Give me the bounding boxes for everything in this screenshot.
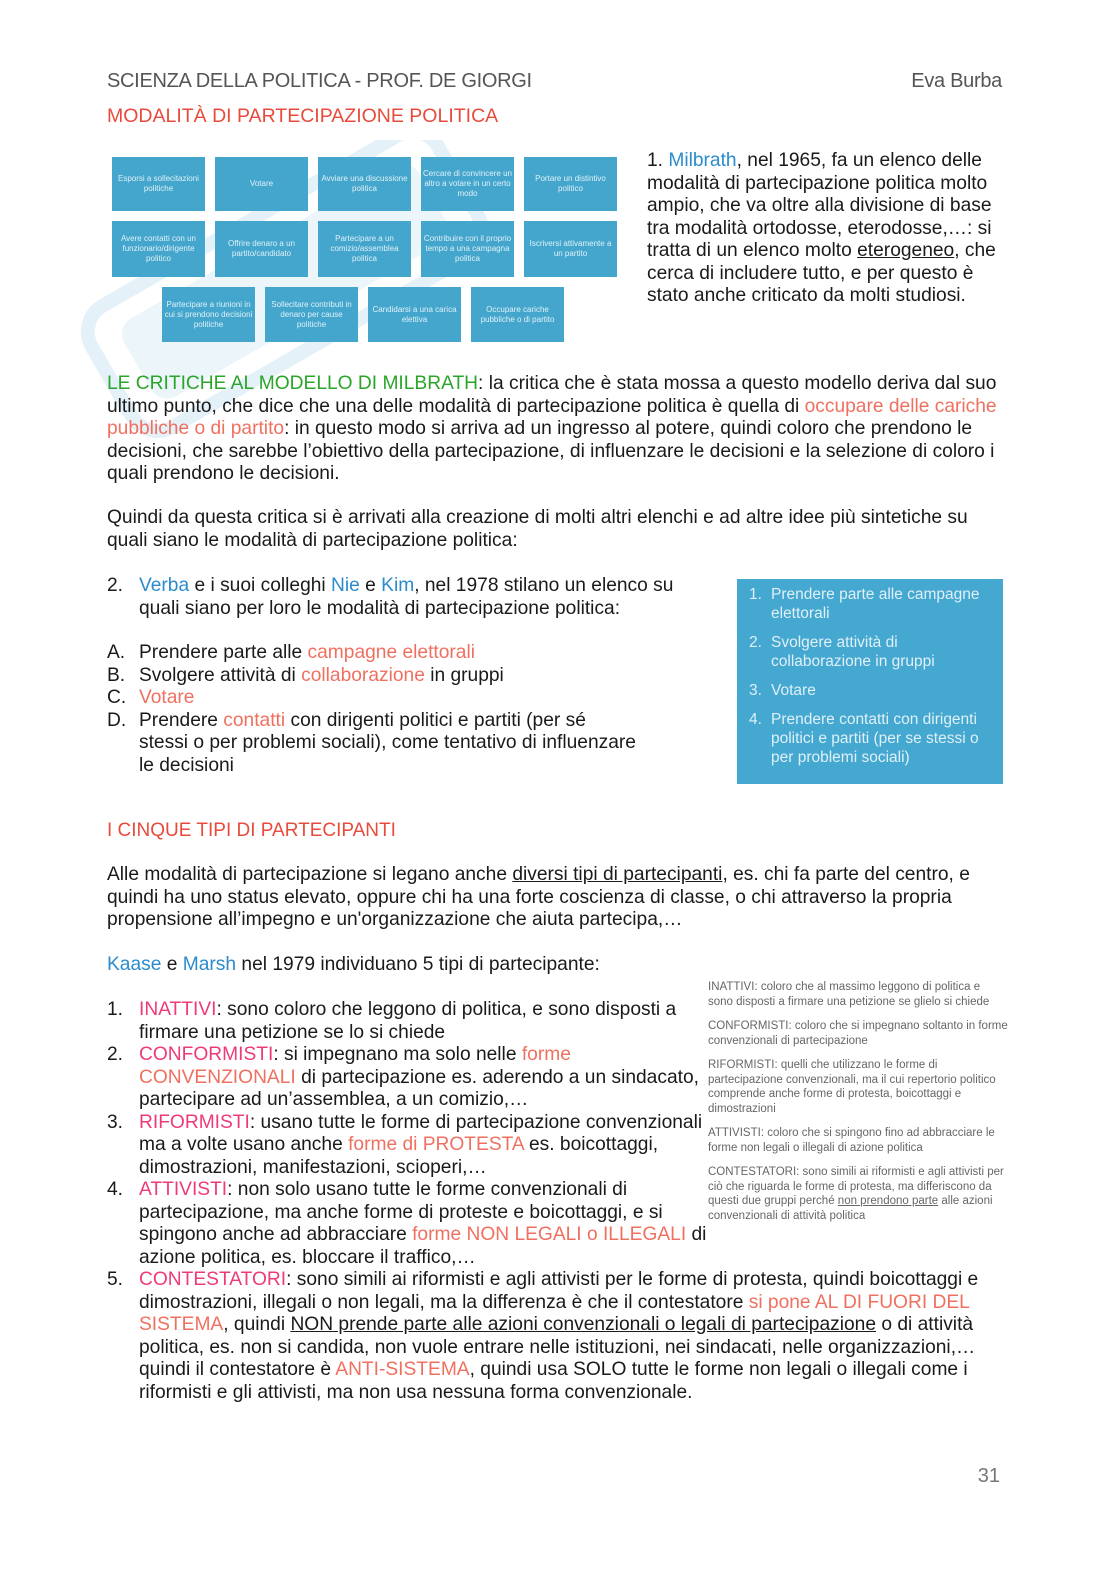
diagram-box: Avere contatti con un funzionario/dirigente politico [112,221,205,277]
paragraph-text: : in questo modo si arriva ad un ingresso al potere, quindi coloro che prendono le decisioni, che sarebbe l’obiettivo della partecipazione, di influenzare le decisioni e la selezione di coloro i quali prendono le decisioni. [107,418,995,484]
summary-text: : sono simili ai riformisti e agli attivisti per ciò che riguarda le forme di protesta, ma differiscono da questi due gruppi perché [708,1166,1004,1207]
critiche-paragraph [107,373,1012,486]
box-number: 3. [749,682,762,699]
box-text: Prendere contatti con dirigenti politici e partiti (per se stessi o per problemi sociali) [771,711,979,766]
diagram-box: Esporsi a sollecitazioni politiche [112,157,205,211]
box-text: Votare [771,682,816,699]
type-name: ATTIVISTI [139,1179,228,1200]
item-text: Prendere parte alle [139,642,308,663]
list-item [107,642,717,665]
item-text: Prendere [139,709,224,731]
summary-item [708,1019,1008,1048]
list-item [107,1044,714,1112]
author-name: Kaase [107,954,162,975]
verba-section [107,575,717,777]
milbrath-paragraph [647,150,1017,308]
paragraph-text: , nel 1965, fa un elenco delle modalità di partecipazione politica molto ampio, che va oltre alla divisione di base tra modalità ortodosse, eterodosse,…: si tratta di un elenco molto [647,150,992,261]
summary-term: CONFORMISTI [708,1020,789,1032]
paragraph-text: nel 1979 individuano 5 tipi di partecipante: [236,954,600,975]
kaase-paragraph [107,954,707,977]
highlight-text: Votare [139,687,195,708]
list-item [107,665,717,688]
author-name: Nie [331,575,360,596]
highlight-text: campagne elettorali [307,642,475,663]
author-name: Kim [381,575,415,596]
list-number: 1. [647,150,664,171]
page-number: 31 [977,1465,1000,1487]
list-number: 5. [107,1269,124,1290]
header-author: Eva Burba [911,70,1002,92]
box-item [743,585,995,623]
summary-text: : coloro che si impegnano soltanto in forme convenzionali di partecipazione [708,1020,1008,1047]
item-text: di azione politica, es. bloccare il traffico,… [139,1224,707,1268]
list-marker: B. [107,664,126,686]
summary-text: : coloro che si spingono fino ad abbracciare le forme non legali o illegali di azione politica [708,1127,995,1154]
diagram-box: Sollecitare contributi in denaro per cause politiche [265,287,358,342]
underlined-term: NON prende parte alle azioni convenzionali o legali di partecipazione [290,1314,877,1335]
summary-text: : coloro che al massimo leggono di politica e sono disposti a firmare una petizione se glielo si chiede [708,981,990,1008]
diagram-box: Cercare di convincere un altro a votare in un certo modo [421,157,514,211]
section-title-modalita: MODALITÀ DI PARTECIPAZIONE POLITICA [107,105,499,127]
underlined-term: non prendono parte [837,1195,939,1207]
item-text: : sono coloro che leggono di politica, e sono disposti a firmare una petizione se lo si chiede [139,999,677,1043]
highlight-text: si pone AL DI FUORI DEL SISTEMA [139,1291,970,1335]
underlined-term: eterogeneo [857,240,955,261]
type-name: INATTIVI [139,999,217,1020]
summary-text: alle azioni convenzionali di attività politica [708,1195,993,1222]
box-text: Svolgere attività di collaborazione in gruppi [771,634,935,670]
diagram-box: Portare un distintivo politico [524,157,617,211]
list-item [107,1179,714,1269]
box-number: 2. [749,634,762,651]
list-item [107,575,717,620]
item-text: : si impegnano ma solo nelle [273,1044,522,1065]
highlight-text: ANTI-SISTEMA [335,1359,470,1380]
highlight-text: contatti [223,709,286,731]
item-text: : non solo usano tutte le forme convenzionali di partecipazione, ma anche forme di proteste e boicottaggi, e si spingono anche ad abbracciare [139,1179,663,1245]
diagram-box: Avviare una discussione politica [318,157,411,211]
list-number: 3. [107,1111,124,1133]
box-number: 1. [749,586,762,603]
list-marker: A. [107,642,126,663]
item-text: : sono simili ai riformisti e agli attivisti per le forme di protesta, quindi boicottaggi e dimostrazioni, illegali o non legali, ma la differenza è che il contestatore [139,1269,979,1313]
box-item [743,681,995,700]
diagram-box: Contribuire con il proprio tempo a una campagna politica [421,221,514,277]
verba-summary-box [737,579,1003,784]
diagram-box: Partecipare a riunioni in cui si prendono decisioni politiche [162,287,255,342]
paragraph-text: Alle modalità di partecipazione si legano anche [107,864,513,885]
author-name: Verba [139,575,190,596]
list-item [107,687,717,710]
summary-term: RIFORMISTI [708,1059,775,1071]
list-marker: C. [107,687,127,708]
item-text: , quindi [223,1314,291,1335]
paragraph-text: , es. chi fa parte del centro, e quindi ha uno status elevato, oppure chi ha una forte coscienza di classe, o chi attraverso la propria propensione all’impegno e un'organizzazione che aiuta partecipa,… [107,864,970,930]
highlight-text: occupare delle cariche pubbliche o di partito [107,395,997,439]
header-course: SCIENZA DELLA POLITICA - PROF. DE GIORGI [107,70,532,92]
highlight-text: collaborazione [301,664,425,686]
type-name: CONFORMISTI [139,1044,274,1065]
summary-text: : quelli che utilizzano le forme di partecipazione convenzionali, ma il cui repertorio politico comprende anche forme di protesta, boicottaggi e dimostrazioni [708,1059,996,1115]
quindi-paragraph: Quindi da questa critica si è arrivati alla creazione di molti altri elenchi e ad altre idee più sintetiche su quali siano le modalità di partecipazione politica: [107,507,968,551]
diagram-box: Offrire denaro a un partito/candidato [215,221,308,277]
types-summary-box [708,980,1008,1233]
item-text: di partecipazione es. aderendo a un sindacato, partecipare ad un’assemblea, a un comizio,… [139,1066,699,1110]
author-name: Milbrath [668,150,737,171]
summary-term: CONTESTATORI [708,1166,797,1178]
highlight-text: forme CONVENZIONALI [139,1044,571,1088]
author-name: Marsh [182,954,237,975]
diagram-box: Partecipare a un comizio/assemblea politica [318,221,411,277]
diagram-box: Iscriversi attivamente a un partito [524,221,617,277]
paragraph-text: e [161,954,183,975]
list-number: 1. [107,999,124,1020]
box-item [743,633,995,671]
list-number: 2. [107,1044,124,1065]
diagram-box: Occupare cariche pubbliche o di partito [471,287,564,342]
item-text: o di attività politica, es. non si candida, non vuole entrare nelle istituzioni, nei sindacati, nelle organizzazioni,… quindi il contestatore è [139,1314,976,1380]
item-text: in gruppi [424,664,504,686]
list-number: 4. [107,1179,124,1200]
highlight-text: forme di PROTESTA [348,1134,524,1155]
summary-item [708,1126,1008,1155]
diagram-box: Votare [215,157,308,211]
diagram-box: Candidarsi a una carica elettiva [368,287,461,342]
list-item [107,710,639,778]
critiche-title: LE CRITICHE AL MODELLO DI MILBRATH [107,373,479,394]
highlight-text: forme NON LEGALI o ILLEGALI [412,1224,687,1245]
type-name: CONTESTATORI [139,1269,287,1290]
box-item [743,710,995,767]
list-item [107,1112,714,1180]
paragraph-text: , che cerca di includere tutto, e per questo è stato anche criticato da molti studiosi. [647,240,996,306]
item-text: , quindi usa SOLO tutte le forme non legali o illegali come i riformisti e gli attivisti, ma non usa nessuna forma convenzionale. [139,1359,968,1403]
summary-item [708,1165,1008,1223]
item-text: Svolgere attività di [139,664,302,686]
paragraph-text: e i suoi colleghi [189,575,332,596]
box-text: Prendere parte alle campagne elettorali [771,586,980,622]
alle-paragraph [107,864,1012,932]
summary-term: INATTIVI [708,981,755,993]
summary-term: ATTIVISTI [708,1127,761,1139]
item-text: con dirigenti politici e partiti (per sé stessi o per problemi sociali), come tentativo di influenzare le decisioni [139,709,636,776]
paragraph-text: e [359,575,382,596]
summary-item [708,1058,1008,1116]
underlined-term: diversi tipi di partecipanti [512,864,723,885]
type-name: RIFORMISTI [139,1111,250,1133]
milbrath-diagram [107,152,622,347]
box-number: 4. [749,711,762,728]
item-text: es. boicottaggi, dimostrazioni, manifestazioni, scioperi,… [139,1134,659,1178]
list-item [107,999,714,1044]
summary-item [708,980,1008,1009]
item-text: : usano tutte le forme di partecipazione convenzionali ma a volte usano anche [139,1111,703,1155]
paragraph-text: , nel 1978 stilano un elenco su quali siano per loro le modalità di partecipazione politica: [139,575,674,619]
list-marker: D. [107,709,127,731]
list-number: 2. [107,575,124,596]
list-item [107,1269,1012,1404]
section-title-tipi: I CINQUE TIPI DI PARTECIPANTI [107,820,396,841]
paragraph-text: : la critica che è stata mossa a questo modello deriva dal suo ultimo punto, che dice che una delle modalità di partecipazione politica è quella di [107,373,997,417]
